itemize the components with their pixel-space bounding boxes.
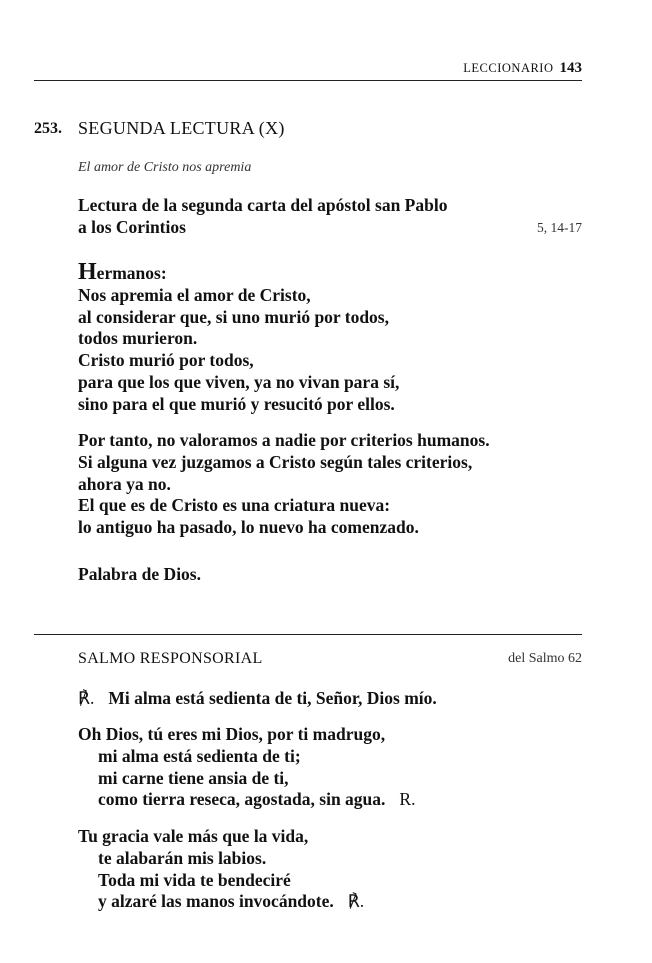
page-number: 143 (559, 60, 582, 76)
text-line: para que los que viven, ya no vivan para sí, (78, 371, 400, 392)
running-header (34, 60, 582, 80)
response-mark: R. (399, 789, 416, 810)
text-line: Por tanto, no valoramos a nadie por criterios humanos. (78, 430, 490, 450)
stanza-line: Toda mi vida te bendeciré (98, 869, 291, 890)
psalm-title: SALMO RESPONSORIAL (78, 650, 263, 667)
stanza-line: Tu gracia vale más que la vida, (78, 826, 309, 846)
reading-heading (78, 194, 447, 238)
drop-cap: H (78, 259, 97, 285)
psalm-stanza-2 (78, 826, 364, 913)
opening-text: ermanos: (96, 263, 167, 283)
psalm-source: del Salmo 62 (508, 651, 582, 666)
text-line: ahora ya no. (78, 473, 171, 494)
text-line: El que es de Cristo es una criatura nueva: (78, 495, 391, 516)
stanza-line-last (78, 891, 364, 913)
stanza-line: te alabarán mis labios. (98, 847, 267, 868)
reading-paragraph-1 (78, 259, 400, 416)
stanza-line: y alzaré las manos invocándote. (98, 891, 334, 912)
section-rule (34, 634, 582, 635)
stanza-line: como tierra reseca, agostada, sin agua. (98, 789, 386, 810)
stanza-line-last (78, 789, 415, 811)
psalm-stanza-1 (78, 724, 415, 811)
psalm-response (78, 688, 437, 709)
text-line: al considerar que, si uno murió por todos, (78, 306, 389, 327)
stanza-line: Oh Dios, tú eres mi Dios, por ti madrugo, (78, 724, 386, 744)
response-symbol: ℟. (78, 688, 95, 708)
closing-formula: Palabra de Dios. (78, 564, 201, 584)
reading-number: 253. (34, 120, 62, 137)
response-mark: ℟. (347, 891, 365, 912)
text-line: sino para el que murió y resucitó por ellos. (78, 393, 395, 414)
text-line: Nos apremia el amor de Cristo, (78, 284, 311, 305)
citation: 5, 14-17 (537, 220, 582, 235)
opening-line (78, 259, 399, 285)
reading-heading-line: Lectura de la segunda carta del apóstol san Pablo (78, 195, 448, 215)
reading-paragraph-2 (78, 430, 490, 539)
text-line: Si alguna vez juzgamos a Cristo según tales criterios, (78, 451, 473, 472)
response-text: Mi alma está sedienta de ti, Señor, Dios mío. (108, 688, 437, 708)
reading-heading-line: a los Corintios (78, 217, 186, 237)
header-section: LECCIONARIO (463, 61, 554, 75)
text-line: todos murieron. (78, 328, 198, 349)
reading-subtitle: El amor de Cristo nos apremia (78, 160, 252, 175)
text-line: lo antiguo ha pasado, lo nuevo ha comenzado. (78, 517, 419, 538)
header-rule (34, 80, 582, 81)
reading-title: SEGUNDA LECTURA (X) (78, 118, 285, 138)
stanza-line: mi carne tiene ansia de ti, (98, 767, 289, 788)
stanza-line: mi alma está sedienta de ti; (98, 745, 301, 766)
text-line: Cristo murió por todos, (78, 350, 254, 371)
